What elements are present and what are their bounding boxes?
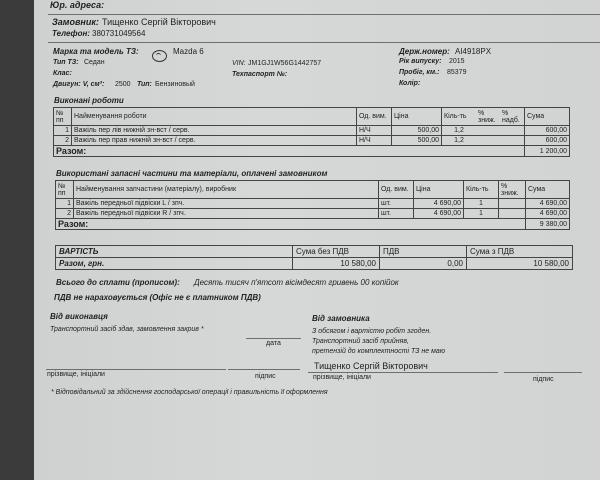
works-header-row <box>54 108 570 126</box>
year-label: Рік випуску: <box>399 58 442 65</box>
signature-line <box>228 369 300 370</box>
vat-label: ПДВ <box>380 246 467 258</box>
col-sum: Сума <box>525 108 570 126</box>
customer-sign-line3: претензій до комплектності ТЗ не маю <box>312 348 446 355</box>
sign-caption: підпис <box>255 373 276 380</box>
col-number: № пп <box>54 108 72 126</box>
class-label: Клас: <box>53 70 72 77</box>
cost-table <box>55 245 573 270</box>
col-discount: % зниж. <box>499 181 526 199</box>
plate-value: AI4918PX <box>455 47 492 56</box>
in-words-label: Всього до сплати (прописом): <box>56 278 180 287</box>
customer-sign-title: Від замовника <box>312 314 370 323</box>
customer-sign-line1: З обсягом і вартістю робіт згоден. <box>312 328 432 335</box>
fuel-value: Бензиновый <box>155 81 195 88</box>
fuel-label: Тип: <box>137 81 152 88</box>
col-unit: Од. вим. <box>379 181 414 199</box>
table-row: 1 Важіль пер лів нижній зн-вст / серв. Н/Ч 500,00 1,2 600,00 <box>54 126 570 136</box>
col-sum: Сума <box>526 181 570 199</box>
engine-volume: 2500 <box>115 81 131 88</box>
parts-total: 9 380,00 <box>526 219 570 230</box>
parts-total-row: Разом: 9 380,00 <box>56 219 570 230</box>
make-model-value: Mazda 6 <box>173 47 204 56</box>
in-words-text: Десять тисяч п'ятсот вісімдесят гривень 00 копійок <box>194 278 399 287</box>
make-model-label: Марка та модель ТЗ: <box>53 47 139 56</box>
col-name: Найменування роботи <box>72 108 357 126</box>
vat-value: 0,00 <box>380 258 467 270</box>
works-table <box>53 107 570 157</box>
color-label: Колір: <box>399 80 421 87</box>
customer-name-caption: прізвище, ініціали <box>313 374 371 381</box>
date-caption: дата <box>266 340 281 347</box>
col-name: Найменування запчастини (матеріалу), виробник <box>74 181 379 199</box>
contractor-title: Від виконавця <box>50 312 108 321</box>
vat-note: ПДВ не нараховується (Офіс не є платником ПДВ) <box>54 293 261 302</box>
passport-label: Техпаспорт №: <box>232 71 288 78</box>
table-row: 2 Важіль пер прав нижній зн-вст / серв. Н/Ч 500,00 1,2 600,00 <box>54 136 570 146</box>
sum-with-vat-label: Сума з ПДВ <box>467 246 573 258</box>
works-total: 1 200,00 <box>525 146 570 157</box>
customer-sign-caption: підпис <box>533 376 554 383</box>
mileage-label: Пробіг, км.: <box>399 69 440 76</box>
name-caption: прізвище, ініціали <box>47 371 105 378</box>
name-line <box>46 369 226 370</box>
cost-total-label: Разом, грн. <box>56 258 293 270</box>
customer-name-line <box>308 372 498 373</box>
sum-with-vat: 10 580,00 <box>467 258 573 270</box>
col-price: Ціна <box>392 108 442 126</box>
customer-sign-name: Тищенко Сергій Вікторович <box>314 361 428 371</box>
col-unit: Од. вим. <box>357 108 392 126</box>
parts-header-row <box>56 181 570 199</box>
col-discount: % зниж. <box>476 108 500 126</box>
works-title: Виконані роботи <box>54 96 124 105</box>
col-markup: % надб. <box>500 108 525 126</box>
plate-label: Держ.номер: <box>399 47 450 56</box>
vin-value: JM1GJ1W56G1442757 <box>248 60 322 67</box>
contractor-text: Транспортний засіб здав, замовлення закрив * <box>50 326 204 333</box>
type-label: Тип ТЗ: <box>53 59 79 66</box>
col-qty: Кіль-ть <box>464 181 499 199</box>
cost-title: ВАРТІСТЬ <box>56 246 293 258</box>
phone-label: Телефон: <box>52 29 91 38</box>
mileage-value: 85379 <box>447 69 467 76</box>
customer-label: Замовник: <box>52 17 99 27</box>
phone-value: 380731049564 <box>92 29 146 38</box>
sum-no-vat-label: Сума без ПДВ <box>293 246 380 258</box>
col-qty: Кіль-ть <box>442 108 477 126</box>
date-line <box>246 338 301 339</box>
sum-no-vat: 10 580,00 <box>293 258 380 270</box>
table-row: 1 Важіль передньої підвіски L / зпч. шт. 4 690,00 1 4 690,00 <box>56 199 570 209</box>
customer-signature-line <box>504 372 582 373</box>
year-value: 2015 <box>449 58 465 65</box>
works-total-row: Разом: 1 200,00 <box>54 146 570 157</box>
customer-name: Тищенко Сергій Вікторович <box>102 17 216 27</box>
divider <box>48 42 600 43</box>
engine-label: Двигун: V, см³: <box>53 81 105 88</box>
legal-address-label: Юр. адреса: <box>50 0 105 10</box>
vin-label: VIN: <box>232 60 246 67</box>
col-price: Ціна <box>414 181 464 199</box>
type-value: Седан <box>84 59 105 66</box>
mazda-logo-icon <box>152 50 167 62</box>
customer-sign-line2: Транспортний засіб прийняв, <box>312 338 409 345</box>
document-page <box>34 0 600 480</box>
parts-table <box>55 180 570 230</box>
divider <box>48 14 600 15</box>
footnote: * Відповідальний за здійснення господарської операції і правильність її оформлення <box>51 389 328 396</box>
col-number: № пп <box>56 181 74 199</box>
table-row: 2 Важіль передньої підвіски R / зпч. шт. 4 690,00 1 4 690,00 <box>56 209 570 219</box>
parts-title: Використані запасні частини та матеріали, оплачені замовником <box>56 169 328 178</box>
